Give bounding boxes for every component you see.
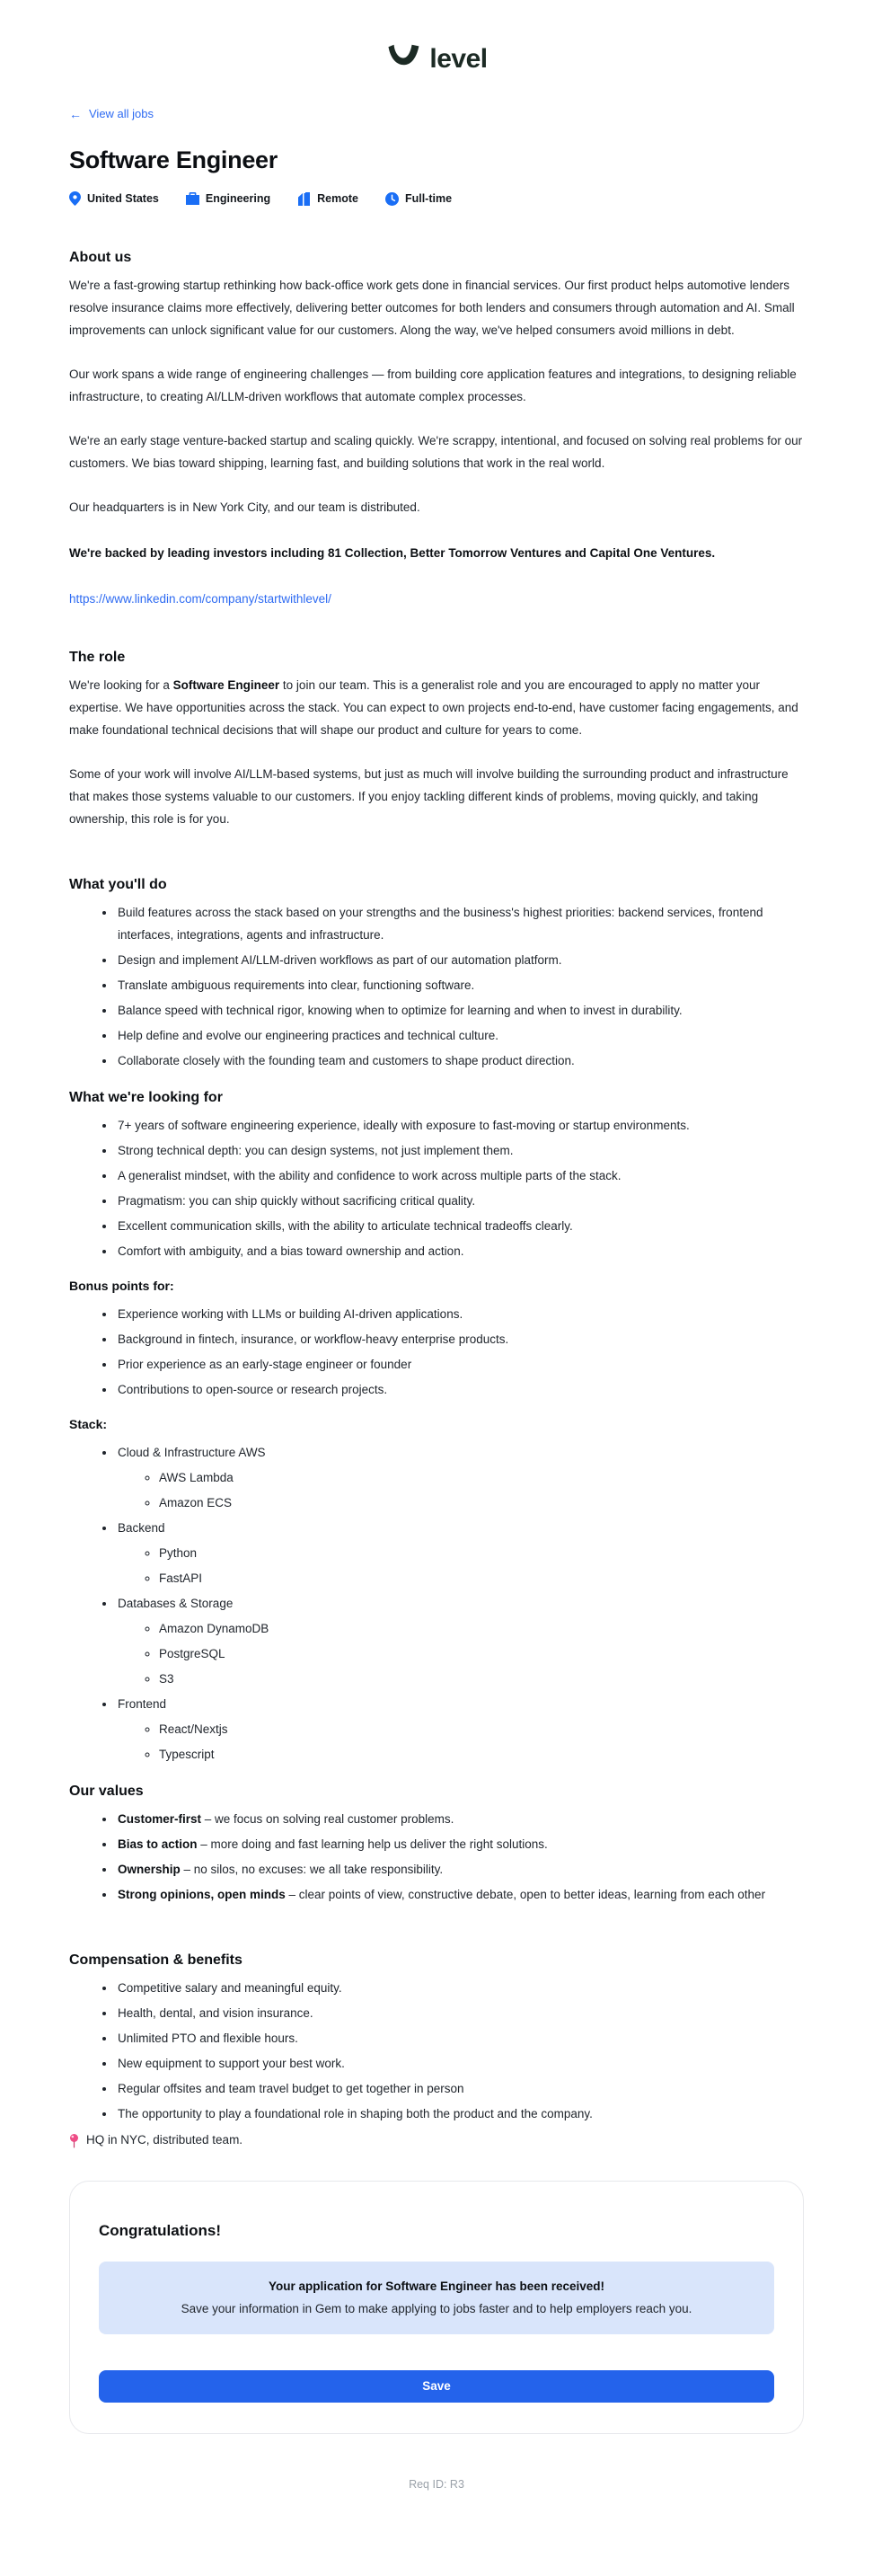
value-rest: – more doing and fast learning help us deliver the right solutions.: [197, 1837, 548, 1851]
page-content: [69, 0, 804, 2496]
list-item: ◦ PostgreSQL: [159, 1642, 804, 1665]
view-all-jobs-link[interactable]: [69, 102, 154, 125]
application-received-card: [69, 2181, 804, 2434]
list-item: • Design and implement AI/LLM-driven workflows as part of our automation platform.: [116, 949, 804, 971]
about-paragraph: Our work spans a wide range of engineering challenges — from building core application features and integrations, to designing reliable infrastructure, to creating AI/LLM-driven workflows that automate complex processes.: [69, 367, 797, 403]
list-item: • Collaborate closely with the founding team and customers to shape product direction.: [116, 1049, 804, 1072]
list-item: • Strong technical depth: you can design systems, not just implement them.: [116, 1139, 804, 1162]
page-title: Software Engineer: [69, 146, 278, 173]
values-list: [69, 1808, 804, 1906]
about-paragraph: We're an early stage venture-backed startup and scaling quickly. We're scrappy, intentional, and focused on solving real problems for our customers. We bias toward shipping, learning fast, and building solutions that work in the real world.: [69, 433, 803, 470]
briefcase-icon: [186, 192, 199, 205]
value-lead: Customer-first: [118, 1811, 202, 1826]
list-item: ◦ AWS Lambda: [159, 1466, 804, 1489]
list-item: • Regular offsites and team travel budget to get together in person: [116, 2077, 804, 2100]
section-heading-looking-for: What we're looking for: [69, 1089, 223, 1105]
stack-sublist: [118, 1542, 804, 1589]
location-pin-icon: [69, 191, 81, 206]
tag-department: [186, 188, 270, 210]
congrats-heading: Congratulations!: [99, 2221, 221, 2239]
save-button[interactable]: Save: [99, 2370, 774, 2403]
back-link-label: View all jobs: [89, 107, 154, 120]
list-item: • Help define and evolve our engineering practices and technical culture.: [116, 1024, 804, 1047]
list-item: [116, 1833, 804, 1855]
list-item: • The opportunity to play a foundational role in shaping both the product and the company.: [116, 2102, 804, 2125]
list-item: • Unlimited PTO and flexible hours.: [116, 2027, 804, 2049]
req-id-text: Req ID: R3: [409, 2477, 464, 2491]
stack-sublist: [118, 1718, 804, 1766]
value-rest: – clear points of view, constructive debate, open to better ideas, learning from each other: [285, 1887, 766, 1901]
hq-note: [69, 2129, 804, 2156]
role-bold-text: Software Engineer: [172, 677, 280, 692]
stack-group: [116, 1517, 804, 1589]
list-item: ◦ Amazon ECS: [159, 1492, 804, 1514]
role-text: We're looking for a: [69, 677, 173, 692]
job-tags: [69, 188, 804, 210]
compensation-list: [69, 1977, 804, 2125]
bonus-list: [69, 1303, 804, 1401]
list-item: • 7+ years of software engineering experience, ideally with exposure to fast-moving or startup environments.: [116, 1114, 804, 1137]
tag-label: Engineering: [205, 191, 271, 205]
building-icon: [297, 192, 311, 206]
role-paragraph: [69, 674, 804, 741]
logo-text: level: [429, 43, 488, 74]
what-youll-do-list: [69, 901, 804, 1072]
list-item: ◦ Python: [159, 1542, 804, 1564]
list-item: ◦ React/Nextjs: [159, 1718, 804, 1740]
list-item: • New equipment to support your best work.: [116, 2052, 804, 2075]
role-paragraph: Some of your work will involve AI/LLM-based systems, but just as much will involve building the surrounding product and infrastructure that makes those systems valuable to our customers. If you enjoy tackling different kinds of problems, moving quickly, and taking ownership, this role is for you.: [69, 766, 789, 826]
tag-employment-type: [385, 188, 452, 210]
stack-group: [116, 1693, 804, 1766]
stack-sublist: [118, 1617, 804, 1690]
stack-group: [116, 1441, 804, 1514]
list-item: • Pragmatism: you can ship quickly without sacrificing critical quality.: [116, 1190, 804, 1212]
list-item: • Balance speed with technical rigor, knowing when to optimize for learning and when to invest in durability.: [116, 999, 804, 1022]
linkedin-link[interactable]: https://www.linkedin.com/company/startwithlevel/: [69, 591, 331, 606]
list-item: [116, 1858, 804, 1881]
section-heading-about: About us: [69, 249, 132, 265]
tag-workplace: [297, 188, 358, 210]
list-item: • Excellent communication skills, with the ability to articulate technical tradeoffs clearly.: [116, 1215, 804, 1237]
value-rest: – no silos, no excuses: we all take responsibility.: [180, 1862, 444, 1876]
stack-list: [69, 1441, 804, 1766]
list-item: • Translate ambiguous requirements into clear, functioning software.: [116, 974, 804, 996]
list-item: • Contributions to open-source or research projects.: [116, 1378, 804, 1401]
section-heading-values: Our values: [69, 1783, 144, 1799]
list-item: ◦ S3: [159, 1668, 804, 1690]
tag-label: Remote: [317, 191, 358, 205]
list-item: • Health, dental, and vision insurance.: [116, 2002, 804, 2024]
stack-sublist: [118, 1466, 804, 1514]
stack-group-label: Frontend: [118, 1696, 167, 1711]
value-lead: Strong opinions, open minds: [118, 1887, 286, 1901]
list-item: • A generalist mindset, with the ability and confidence to work across multiple parts of the stack.: [116, 1164, 804, 1187]
notice-title: Your application for Software Engineer has been received!: [268, 2279, 605, 2293]
list-item: [116, 1883, 804, 1906]
company-logo[interactable]: [69, 32, 804, 79]
about-paragraph: Our headquarters is in New York City, and our team is distributed.: [69, 500, 420, 514]
stack-label: Stack:: [69, 1416, 108, 1431]
stack-group-label: Databases & Storage: [118, 1596, 234, 1610]
linkedin-link-row: [69, 588, 804, 610]
about-paragraph: We're a fast-growing startup rethinking how back-office work gets done in financial services. Our first product helps automotive lenders resolve insurance claims more effectively, delivering better outcomes for both lenders and consumers through automation and AI. Small improvements can unlock significant value for our customers. Along the way, we've helped consumers avoid millions in debt.: [69, 278, 795, 337]
logo-swoosh-icon: [385, 41, 421, 75]
looking-for-list: [69, 1114, 804, 1262]
pushpin-icon: [69, 2133, 79, 2156]
value-lead: Ownership: [118, 1862, 181, 1876]
list-item: • Comfort with ambiguity, and a bias toward ownership and action.: [116, 1240, 804, 1262]
hq-note-text: HQ in NYC, distributed team.: [86, 2132, 243, 2147]
list-item: ◦ Typescript: [159, 1743, 804, 1766]
tag-location: [69, 188, 159, 210]
value-rest: – we focus on solving real customer problems.: [201, 1811, 454, 1826]
list-item: ◦ FastAPI: [159, 1567, 804, 1589]
stack-group-label: Backend: [118, 1520, 165, 1535]
role-text: to join our team. This is a generalist role and you are encouraged to apply no matter your expertise. We have opportunities across the stack. You can expect to own projects end-to-end, have customer facing engagements, and make foundational technical decisions that will shape our product and culture for years to come.: [69, 677, 798, 737]
bonus-points-label: Bonus points for:: [69, 1278, 174, 1293]
investors-paragraph: We're backed by leading investors including 81 Collection, Better Tomorrow Ventures and Capital One Ventures.: [69, 545, 716, 560]
left-arrow-icon: ←: [69, 106, 82, 121]
list-item: • Competitive salary and meaningful equity.: [116, 1977, 804, 1999]
clock-icon: [385, 192, 399, 206]
notice-body: Save your information in Gem to make applying to jobs faster and to help employers reach you.: [181, 2301, 692, 2315]
list-item: • Build features across the stack based on your strengths and the business's highest priorities: backend services, frontend interfaces, integrations, agents and infrastructure.: [116, 901, 804, 946]
tag-label: United States: [87, 191, 159, 205]
list-item: ◦ Amazon DynamoDB: [159, 1617, 804, 1640]
list-item: [116, 1808, 804, 1830]
tag-label: Full-time: [404, 191, 453, 205]
section-heading-what-youll-do: What you'll do: [69, 876, 167, 892]
stack-group: [116, 1592, 804, 1690]
list-item: • Experience working with LLMs or building AI-driven applications.: [116, 1303, 804, 1325]
stack-group-label: Cloud & Infrastructure AWS: [118, 1445, 266, 1459]
section-heading-role: The role: [69, 649, 126, 665]
section-heading-compensation: Compensation & benefits: [69, 1952, 242, 1968]
value-lead: Bias to action: [118, 1837, 198, 1851]
application-notice: [99, 2262, 774, 2334]
list-item: • Background in fintech, insurance, or workflow-heavy enterprise products.: [116, 1328, 804, 1350]
list-item: • Prior experience as an early-stage engineer or founder: [116, 1353, 804, 1376]
